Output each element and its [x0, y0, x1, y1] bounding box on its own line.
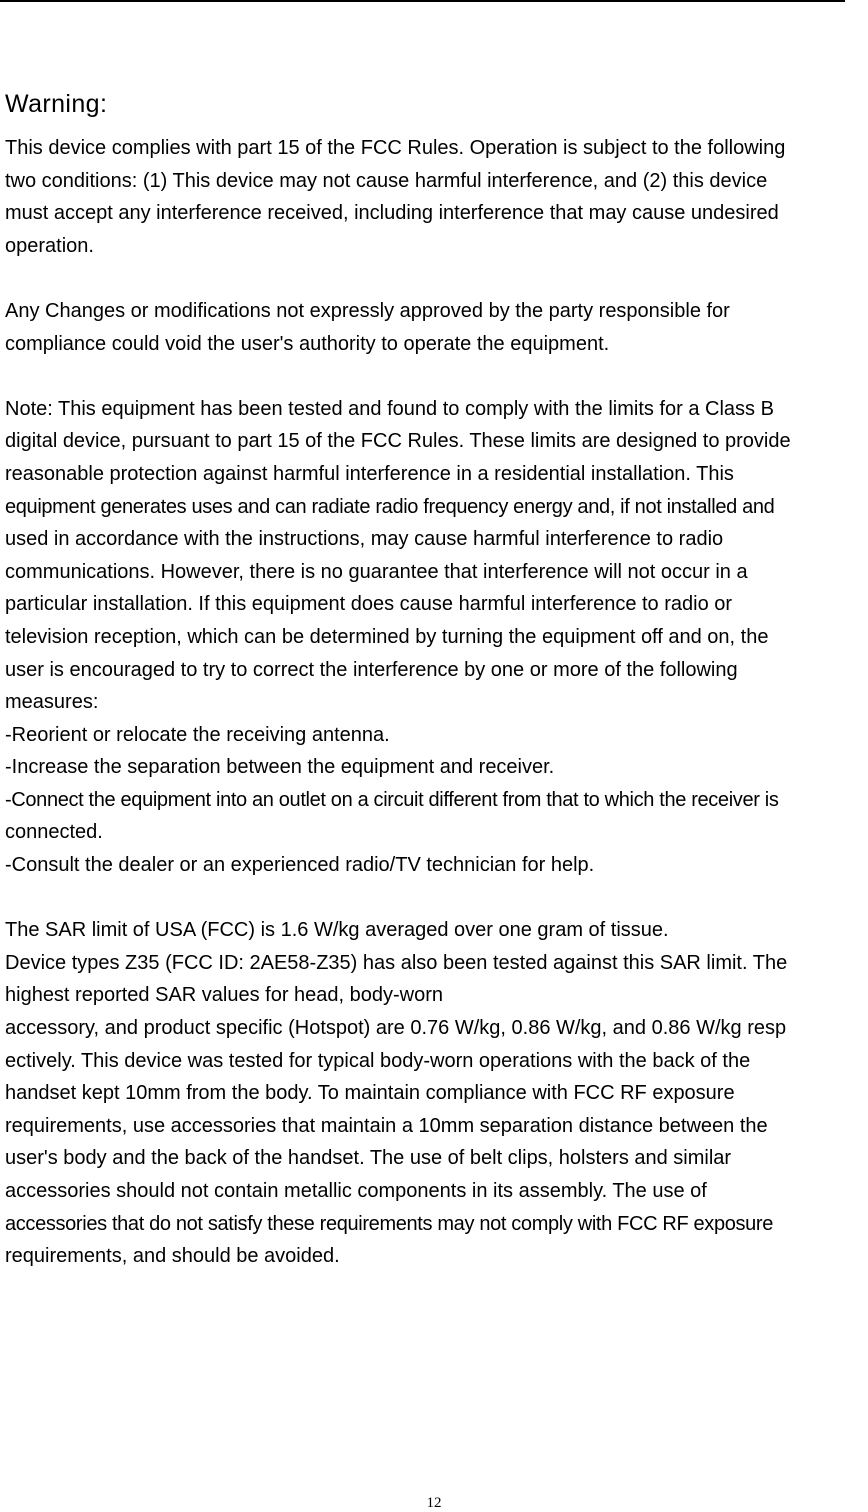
fcc-compliance-paragraph [5, 132, 867, 262]
measure-item: -Reorient or relocate the receiving antenna. [5, 723, 390, 746]
text-line: communications. However, there is no guarantee that interference will not occur in a [5, 560, 748, 583]
page-number: 12 [426, 1495, 442, 1511]
text-line: measures: [5, 691, 99, 714]
text-line: compliance could void the user's authority to operate the equipment. [5, 332, 610, 355]
text-line: user's body and the back of the handset. The use of belt clips, holsters and similar [5, 1147, 732, 1170]
text-line: handset kept 10mm from the body. To maintain compliance with FCC RF exposure [5, 1082, 735, 1105]
text-line: requirements, and should be avoided. [5, 1245, 340, 1268]
text-line: Note: This equipment has been tested and found to comply with the limits for a Class B [5, 397, 774, 420]
text-line: requirements, use accessories that maintain a 10mm separation distance between the [5, 1114, 768, 1137]
class-b-note-paragraph [5, 393, 867, 882]
paragraph-spacer [5, 360, 867, 393]
text-line: accessories should not contain metallic components in its assembly. The use of [5, 1180, 707, 1202]
text-line: connected. [5, 821, 103, 844]
paragraph-spacer [5, 262, 867, 295]
measure-item: -Consult the dealer or an experienced radio/TV technician for help. [5, 854, 595, 877]
text-line: particular installation. If this equipment does cause harmful interference to radio or [5, 593, 733, 616]
text-line: digital device, pursuant to part 15 of the FCC Rules. These limits are designed to provide [5, 430, 791, 453]
warning-heading: Warning: [5, 90, 108, 118]
text-line: used in accordance with the instructions, may cause harmful interference to radio [5, 528, 724, 551]
text-line: operation. [5, 234, 94, 257]
text-line: accessory, and product specific (Hotspot) are 0.76 W/kg, 0.86 W/kg, and 0.86 W/kg resp [5, 1017, 787, 1040]
text-line: This device complies with part 15 of the FCC Rules. Operation is subject to the following [5, 137, 786, 159]
text-line: equipment generates uses and can radiate radio frequency energy and, if not installed and [5, 495, 775, 518]
sar-paragraph [5, 914, 867, 1273]
modifications-paragraph [5, 295, 867, 360]
text-line: Device types Z35 (FCC ID: 2AE58-Z35) has also been tested against this SAR limit. The [5, 951, 788, 974]
text-line: Any Changes or modifications not expressly approved by the party responsible for [5, 299, 730, 322]
measure-item: -Increase the separation between the equipment and receiver. [5, 756, 555, 779]
text-line: The SAR limit of USA (FCC) is 1.6 W/kg averaged over one gram of tissue. [5, 919, 669, 942]
text-line: television reception, which can be determined by turning the equipment off and on, the [5, 625, 769, 648]
text-line: highest reported SAR values for head, body-worn [5, 984, 444, 1007]
text-line: reasonable protection against harmful interference in a residential installation. This [5, 462, 734, 485]
measure-item: -Connect the equipment into an outlet on a circuit different from that to which the receiver is [5, 788, 779, 811]
header-rule [0, 0, 845, 2]
text-line: ectively. This device was tested for typical body-worn operations with the back of the [5, 1049, 751, 1072]
document-body [5, 86, 867, 1273]
text-line: two conditions: (1) This device may not cause harmful interference, and (2) this device [5, 169, 768, 192]
paragraph-spacer [5, 882, 867, 915]
text-line: user is encouraged to try to correct the interference by one or more of the following [5, 658, 738, 681]
text-line: accessories that do not satisfy these requirements may not comply with FCC RF exposure [5, 1212, 774, 1235]
text-line: must accept any interference received, including interference that may cause undesired [5, 202, 779, 225]
